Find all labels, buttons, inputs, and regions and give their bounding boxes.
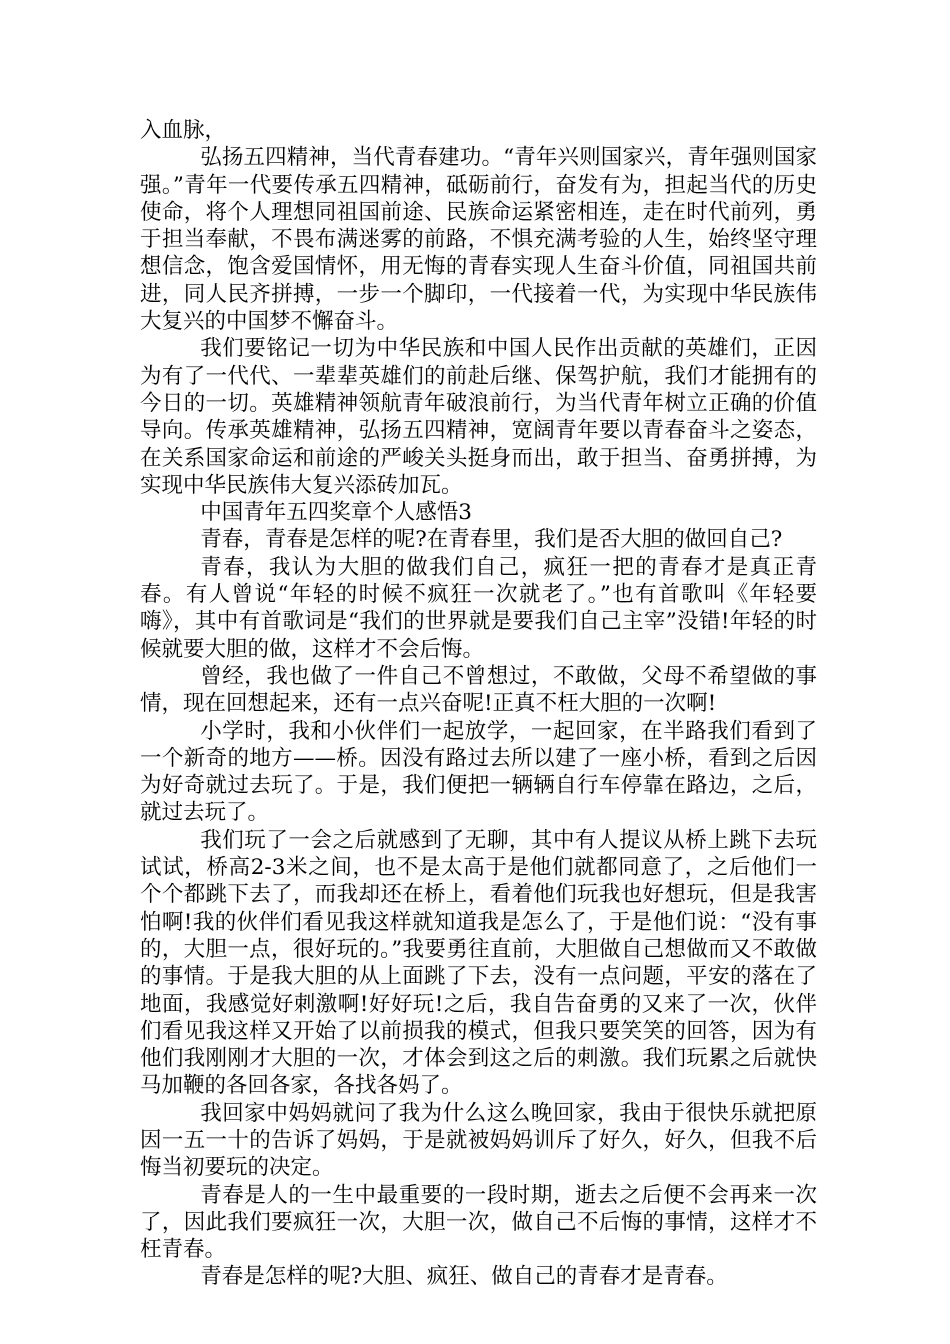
paragraph-home: 我回家中妈妈就问了我为什么这么晚回家，我由于很快乐就把原因一五一十的告诉了妈妈，于是就被妈妈训斥了好久，好久，但我不后悔当初要玩的决定。 [140, 1100, 817, 1181]
paragraph-question: 青春，青春是怎样的呢?在青春里，我们是否大胆的做回自己? [200, 527, 783, 553]
document-body [140, 117, 817, 1291]
paragraph-heroes: 我们要铭记一切为中华民族和中国人民作出贡献的英雄们，正因为有了一代代、一辈辈英雄们的前赴后继、保驾护航，我们才能拥有的今日的一切。英雄精神领航青年破浪前行，为当代青年树立正确的价值导向。传承英雄精神，弘扬五四精神，宽阔青年要以青春奋斗之姿态，在关系国家命运和前途的严峻关头挺身而出，敢于担当、奋勇拼搏，为实现中华民族伟大复兴添砖加瓦。 [140, 336, 817, 498]
paragraph-bridge: 小学时，我和小伙伴们一起放学，一起回家，在半路我们看到了一个新奇的地方——桥。因没有路过去所以建了一座小桥，看到之后因为好奇就过去玩了。于是，我们便把一辆辆自行车停靠在路边，之后，就过去玩了。 [140, 718, 817, 826]
paragraph-continuation: 入血脉， [140, 118, 227, 143]
paragraph-may-fourth-spirit: 弘扬五四精神，当代青春建功。“青年兴则国家兴，青年强则国家强。”青年一代要传承五四精神，砥砺前行，奋发有为，担起当代的历史使命，将个人理想同祖国前途、民族命运紧密相连，走在时代前列，勇于担当奉献，不畏布满迷雾的前路，不惧充满考验的人生，始终坚守理想信念，饱含爱国情怀，用无悔的青春实现人生奋斗价值，同祖国共前进，同人民齐拼搏，一步一个脚印，一代接着一代，为实现中华民族伟大复兴的中国梦不懈奋斗。 [140, 145, 817, 335]
paragraph-once: 曾经，我也做了一件自己不曾想过，不敢做，父母不希望做的事情，现在回想起来，还有一点兴奋呢!正真不枉大胆的一次啊! [140, 663, 817, 717]
section-heading: 中国青年五四奖章个人感悟3 [200, 500, 472, 526]
paragraph-youth-time: 青春是人的一生中最重要的一段时期，逝去之后便不会再来一次了，因此我们要疯狂一次，大胆一次，做自己不后悔的事情，这样才不枉青春。 [140, 1182, 817, 1263]
paragraph-jump: 我们玩了一会之后就感到了无聊，其中有人提议从桥上跳下去玩试试，桥高2-3米之间，也不是太高于是他们就都同意了，之后他们一个个都跳下去了，而我却还在桥上，看着他们玩我也好想玩，但是我害怕啊!我的伙伴们看见我这样就知道我是怎么了，于是他们说：“没有事的，大胆一点，很好玩的。”我要勇往直前，大胆做自己想做而又不敢做的事情。于是我大胆的从上面跳了下去，没有一点问题，平安的落在了地面，我感觉好刺激啊!好好玩!之后，我自告奋勇的又来了一次，伙伴们看见我这样又开始了以前损我的模式，但我只要笑笑的回答，因为有他们我刚刚才大胆的一次，才体会到这之后的刺激。我们玩累之后就快马加鞭的各回各家，各找各妈了。 [140, 827, 817, 1099]
paragraph-be-yourself: 青春，我认为大胆的做我们自己，疯狂一把的青春才是真正青春。有人曾说“年轻的时候不疯狂一次就老了。”也有首歌叫《年轻要嗨》，其中有首歌词是“我们的世界就是要我们自己主宰”没错!年轻的时候就要大胆的做，这样才不会后悔。 [140, 554, 817, 662]
paragraph-conclusion: 青春是怎样的呢?大胆、疯狂、做自己的青春才是青春。 [200, 1264, 728, 1290]
